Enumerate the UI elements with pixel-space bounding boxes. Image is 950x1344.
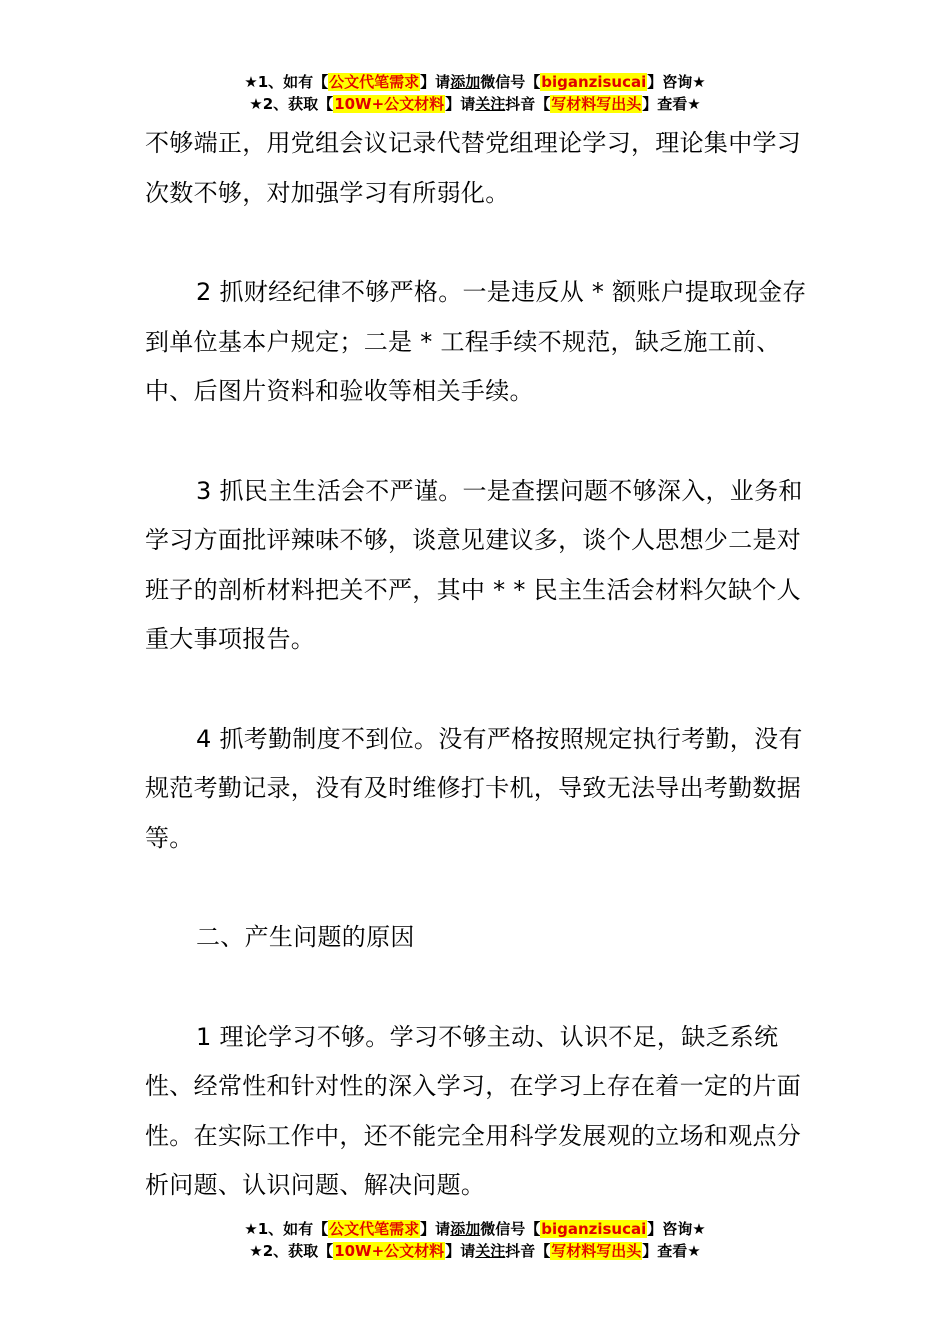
header-promo-banner <box>0 71 950 115</box>
add-emphasis: 添加 <box>450 73 481 91</box>
section-heading-causes: 二、产生问题的原因 <box>196 923 415 951</box>
wechat-id-highlight: biganzisucai <box>541 1220 647 1238</box>
material-highlight: 10W+公文材料 <box>334 95 445 113</box>
follow-emphasis: 关注 <box>475 95 506 113</box>
account-highlight: 写材料写出头 <box>551 95 642 113</box>
paragraph-continuation: 不够端正，用党组会议记录代替党组理论学习，理论集中学习次数不够，对加强学习有所弱化。 <box>145 129 802 207</box>
paragraph-theory-study: 1 理论学习不够。学习不够主动、认识不足，缺乏系统性、经常性和针对性的深入学习，在学习上存在着一定的片面性。在实际工作中，还不能完全用科学发展观的立场和观点分析问题、认识问题、解决问题。 <box>145 1022 802 1199</box>
promo-line-2: ★2、获取【10W+公文材料】请关注抖音【写材料写出头】查看★ <box>249 95 701 113</box>
account-highlight: 写材料写出头 <box>551 1242 642 1260</box>
material-highlight: 10W+公文材料 <box>334 1242 445 1260</box>
follow-emphasis: 关注 <box>475 1242 506 1260</box>
paragraph-finance-discipline: 2 抓财经纪律不够严格。一是违反从 * 额账户提取现金存到单位基本户规定；二是 * 工程手续不规范，缺乏施工前、中、后图片资料和验收等相关手续。 <box>145 278 807 405</box>
document-body <box>145 119 815 1211</box>
footer-promo-banner <box>0 1218 950 1262</box>
promo-line-1: ★1、如有【公文代笔需求】请添加微信号【biganzisucai】咨询★ <box>244 73 706 91</box>
add-emphasis: 添加 <box>450 1220 481 1238</box>
wechat-id-highlight: biganzisucai <box>541 73 647 91</box>
promo-line-1: ★1、如有【公文代笔需求】请添加微信号【biganzisucai】咨询★ <box>244 1220 706 1238</box>
paragraph-attendance: 4 抓考勤制度不到位。没有严格按照规定执行考勤，没有规范考勤记录，没有及时维修打卡机，导致无法导出考勤数据等。 <box>145 724 803 852</box>
service-highlight: 公文代笔需求 <box>329 1220 420 1238</box>
service-highlight: 公文代笔需求 <box>329 73 420 91</box>
paragraph-democratic-life: 3 抓民主生活会不严谨。一是查摆问题不够深入，业务和学习方面批评辣味不够，谈意见建议多，谈个人思想少二是对班子的剖析材料把关不严，其中 * * 民主生活会材料欠缺个人重大事项报告。 <box>145 476 803 653</box>
promo-line-2: ★2、获取【10W+公文材料】请关注抖音【写材料写出头】查看★ <box>249 1242 701 1260</box>
